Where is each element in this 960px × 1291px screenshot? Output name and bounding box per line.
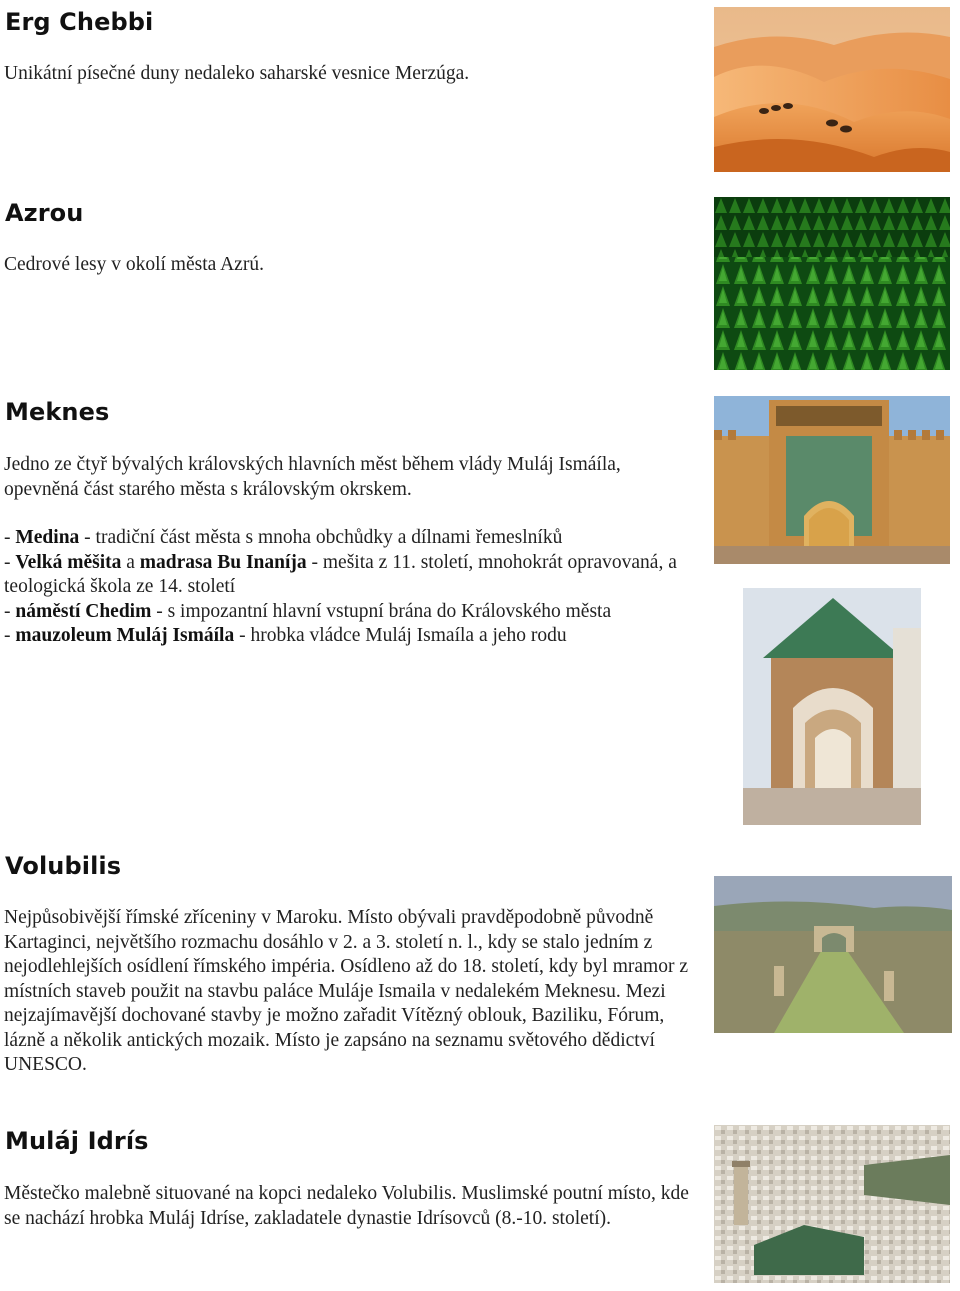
photo-cedar-forest (714, 197, 950, 370)
list-item-medina: - Medina - tradiční část města s mnoha obchůdky a dílnami řemeslníků (4, 527, 563, 548)
section-text-mulaj-idris: Městečko malebně situované na kopci nedaleko Volubilis. Muslimské poutní místo, kde se nachází hrobka Muláj Idríse, zakladatele dynastie Idrísovců (8.-10. století). (4, 1183, 689, 1229)
section-text-volubilis: Nejpůsobivější římské zříceniny v Maroku. Místo obývali pravděpodobně původně Kartaginci, největšího rozmachu dosáhlo v 2. a 3. století n. l., kdy se stalo jedním z nejodlehlejších osídlení římského impéria. Osídleno až do 18. století, kdy byl mramor z místních staveb použit na stavbu paláce Muláje Ismaila v nedalekém Meknesu. Mezi nejzajímavější dochované stavby je možno zařadit Vítězný oblouk, Baziliku, Fórum, lázně a několik antických mozaik. Místo je zapsáno na seznamu světového dědictví UNESCO. (4, 907, 688, 1075)
photo-meknes-pavilion (743, 588, 921, 825)
photo-desert-dunes (714, 7, 950, 172)
section-text-meknes-intro: Jedno ze čtyř bývalých královských hlavních měst během vlády Muláj Ismáíla, opevněná část starého města s královským okrskem. (4, 454, 621, 500)
list-item-great-mosque: - Velká měšita a madrasa Bu Inaníja - mešita z 11. století, mnohokrát opravovaná, a teologická škola ze 14. století (4, 551, 677, 597)
photo-volubilis-ruins (714, 876, 952, 1033)
section-title-azrou: Azrou (5, 199, 84, 227)
section-title-meknes: Meknes (5, 398, 110, 426)
section-title-mulaj-idris: Muláj Idrís (5, 1127, 149, 1155)
section-title-erg-chebbi: Erg Chebbi (5, 8, 154, 36)
list-item-mausoleum: - mauzoleum Muláj Ismáíla - hrobka vládce Muláj Ismaíla a jeho rodu (4, 625, 567, 646)
meknes-highlights-list (4, 526, 684, 649)
list-item-chedim-square: - náměstí Chedim - s impozantní hlavní vstupní brána do Královského města (4, 600, 612, 622)
photo-meknes-gate (714, 396, 950, 564)
section-text-azrou: Cedrové lesy v okolí města Azrú. (4, 254, 264, 275)
section-title-volubilis: Volubilis (5, 852, 122, 880)
section-text-erg-chebbi: Unikátní písečné duny nedaleko saharské vesnice Merzúga. (4, 63, 470, 84)
photo-mulaj-idris-town (714, 1125, 950, 1283)
